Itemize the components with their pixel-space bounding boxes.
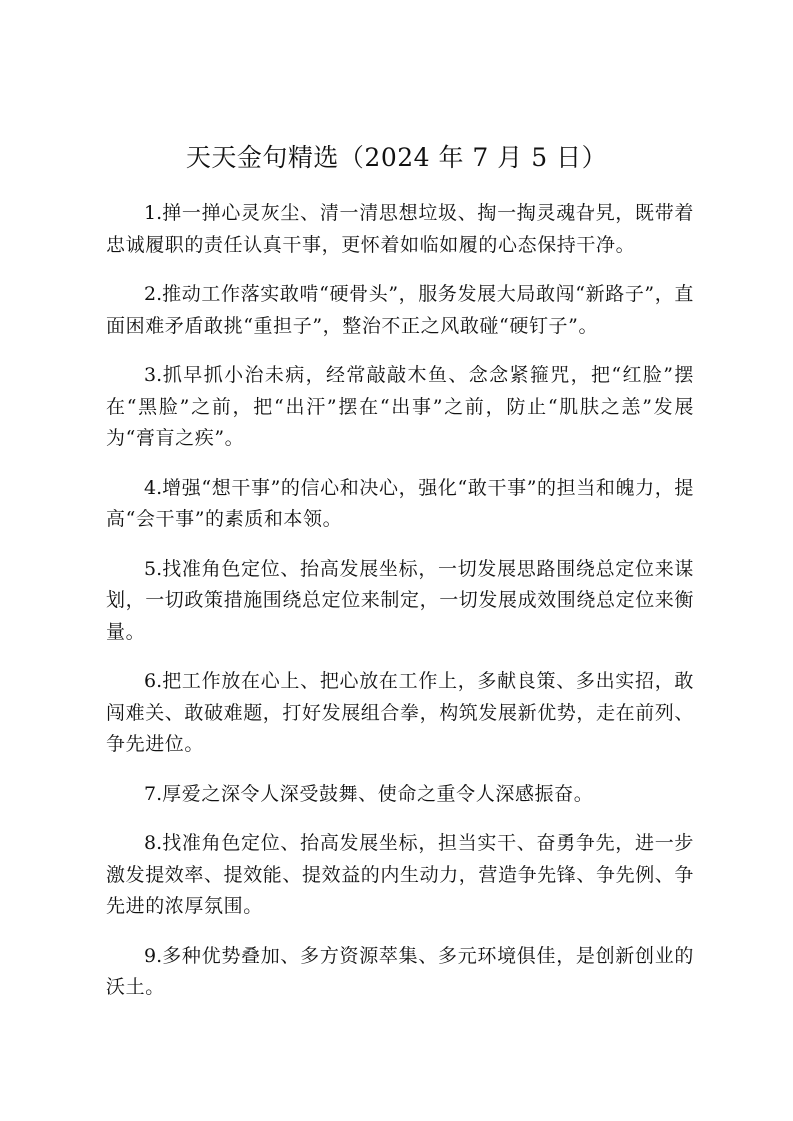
quote-paragraph-3 xyxy=(106,360,694,455)
quote-text: 增强“想干事”的信心和决心，强化“敢干事”的担当和魄力，提高“会干事”的素质和本领。 xyxy=(106,476,694,530)
quote-paragraph-9 xyxy=(106,941,694,1004)
quote-number: 8. xyxy=(144,832,163,854)
quote-number: 7. xyxy=(144,782,163,805)
document-body xyxy=(106,198,694,1022)
quote-number: 9. xyxy=(144,944,163,967)
quote-paragraph-7 xyxy=(106,779,694,811)
quote-number: 6. xyxy=(144,670,163,692)
quote-paragraph-2 xyxy=(106,279,694,342)
quote-text: 抓早抓小治未病，经常敲敲木鱼、念念紧箍咒，把“红脸”摆在“黑脸”之前，把“出汗”摆在“出事”之前，防止“肌肤之恙”发展为“膏肓之疾”。 xyxy=(106,364,694,449)
quote-number: 2. xyxy=(144,283,163,305)
quote-number: 5. xyxy=(144,557,163,580)
quote-number: 4. xyxy=(144,476,163,499)
quote-paragraph-4 xyxy=(106,473,694,536)
quote-paragraph-1 xyxy=(106,198,694,261)
quote-text: 掸一掸心灵灰尘、清一清思想垃圾、掏一掏灵魂旮旯，既带着忠诚履职的责任认真干事，更怀着如临如履的心态保持干净。 xyxy=(106,202,694,256)
quote-text: 找准角色定位、抬高发展坐标，一切发展思路围绕总定位来谋划，一切政策措施围绕总定位来制定，一切发展成效围绕总定位来衡量。 xyxy=(106,557,695,643)
quote-text: 多种优势叠加、多方资源萃集、多元环境俱佳，是创新创业的沃土。 xyxy=(106,944,694,998)
quote-paragraph-6 xyxy=(106,666,694,761)
quote-number: 1. xyxy=(144,202,163,224)
quote-text: 找准角色定位、抬高发展坐标，担当实干、奋勇争先，进一步激发提效率、提效能、提效益的内生动力，营造争先锋、争先例、争先进的浓厚氛围。 xyxy=(106,832,695,917)
document-title: 天天金句精选（2024 年 7 月 5 日） xyxy=(185,143,608,172)
quote-paragraph-8 xyxy=(106,828,694,923)
quote-paragraph-5 xyxy=(106,554,694,649)
quote-number: 3. xyxy=(144,364,163,386)
quote-text: 厚爱之深令人深受鼓舞、使命之重令人深感振奋。 xyxy=(162,782,594,805)
quote-text: 把工作放在心上、把心放在工作上，多献良策、多出实招，敢闯难关、敢破难题，打好发展组合拳，构筑发展新优势，走在前列、争先进位。 xyxy=(106,670,695,755)
quote-text: 推动工作落实敢啃“硬骨头”，服务发展大局敢闯“新路子”，直面困难矛盾敢挑“重担子”，整治不正之风敢碰“硬钉子”。 xyxy=(106,283,694,337)
